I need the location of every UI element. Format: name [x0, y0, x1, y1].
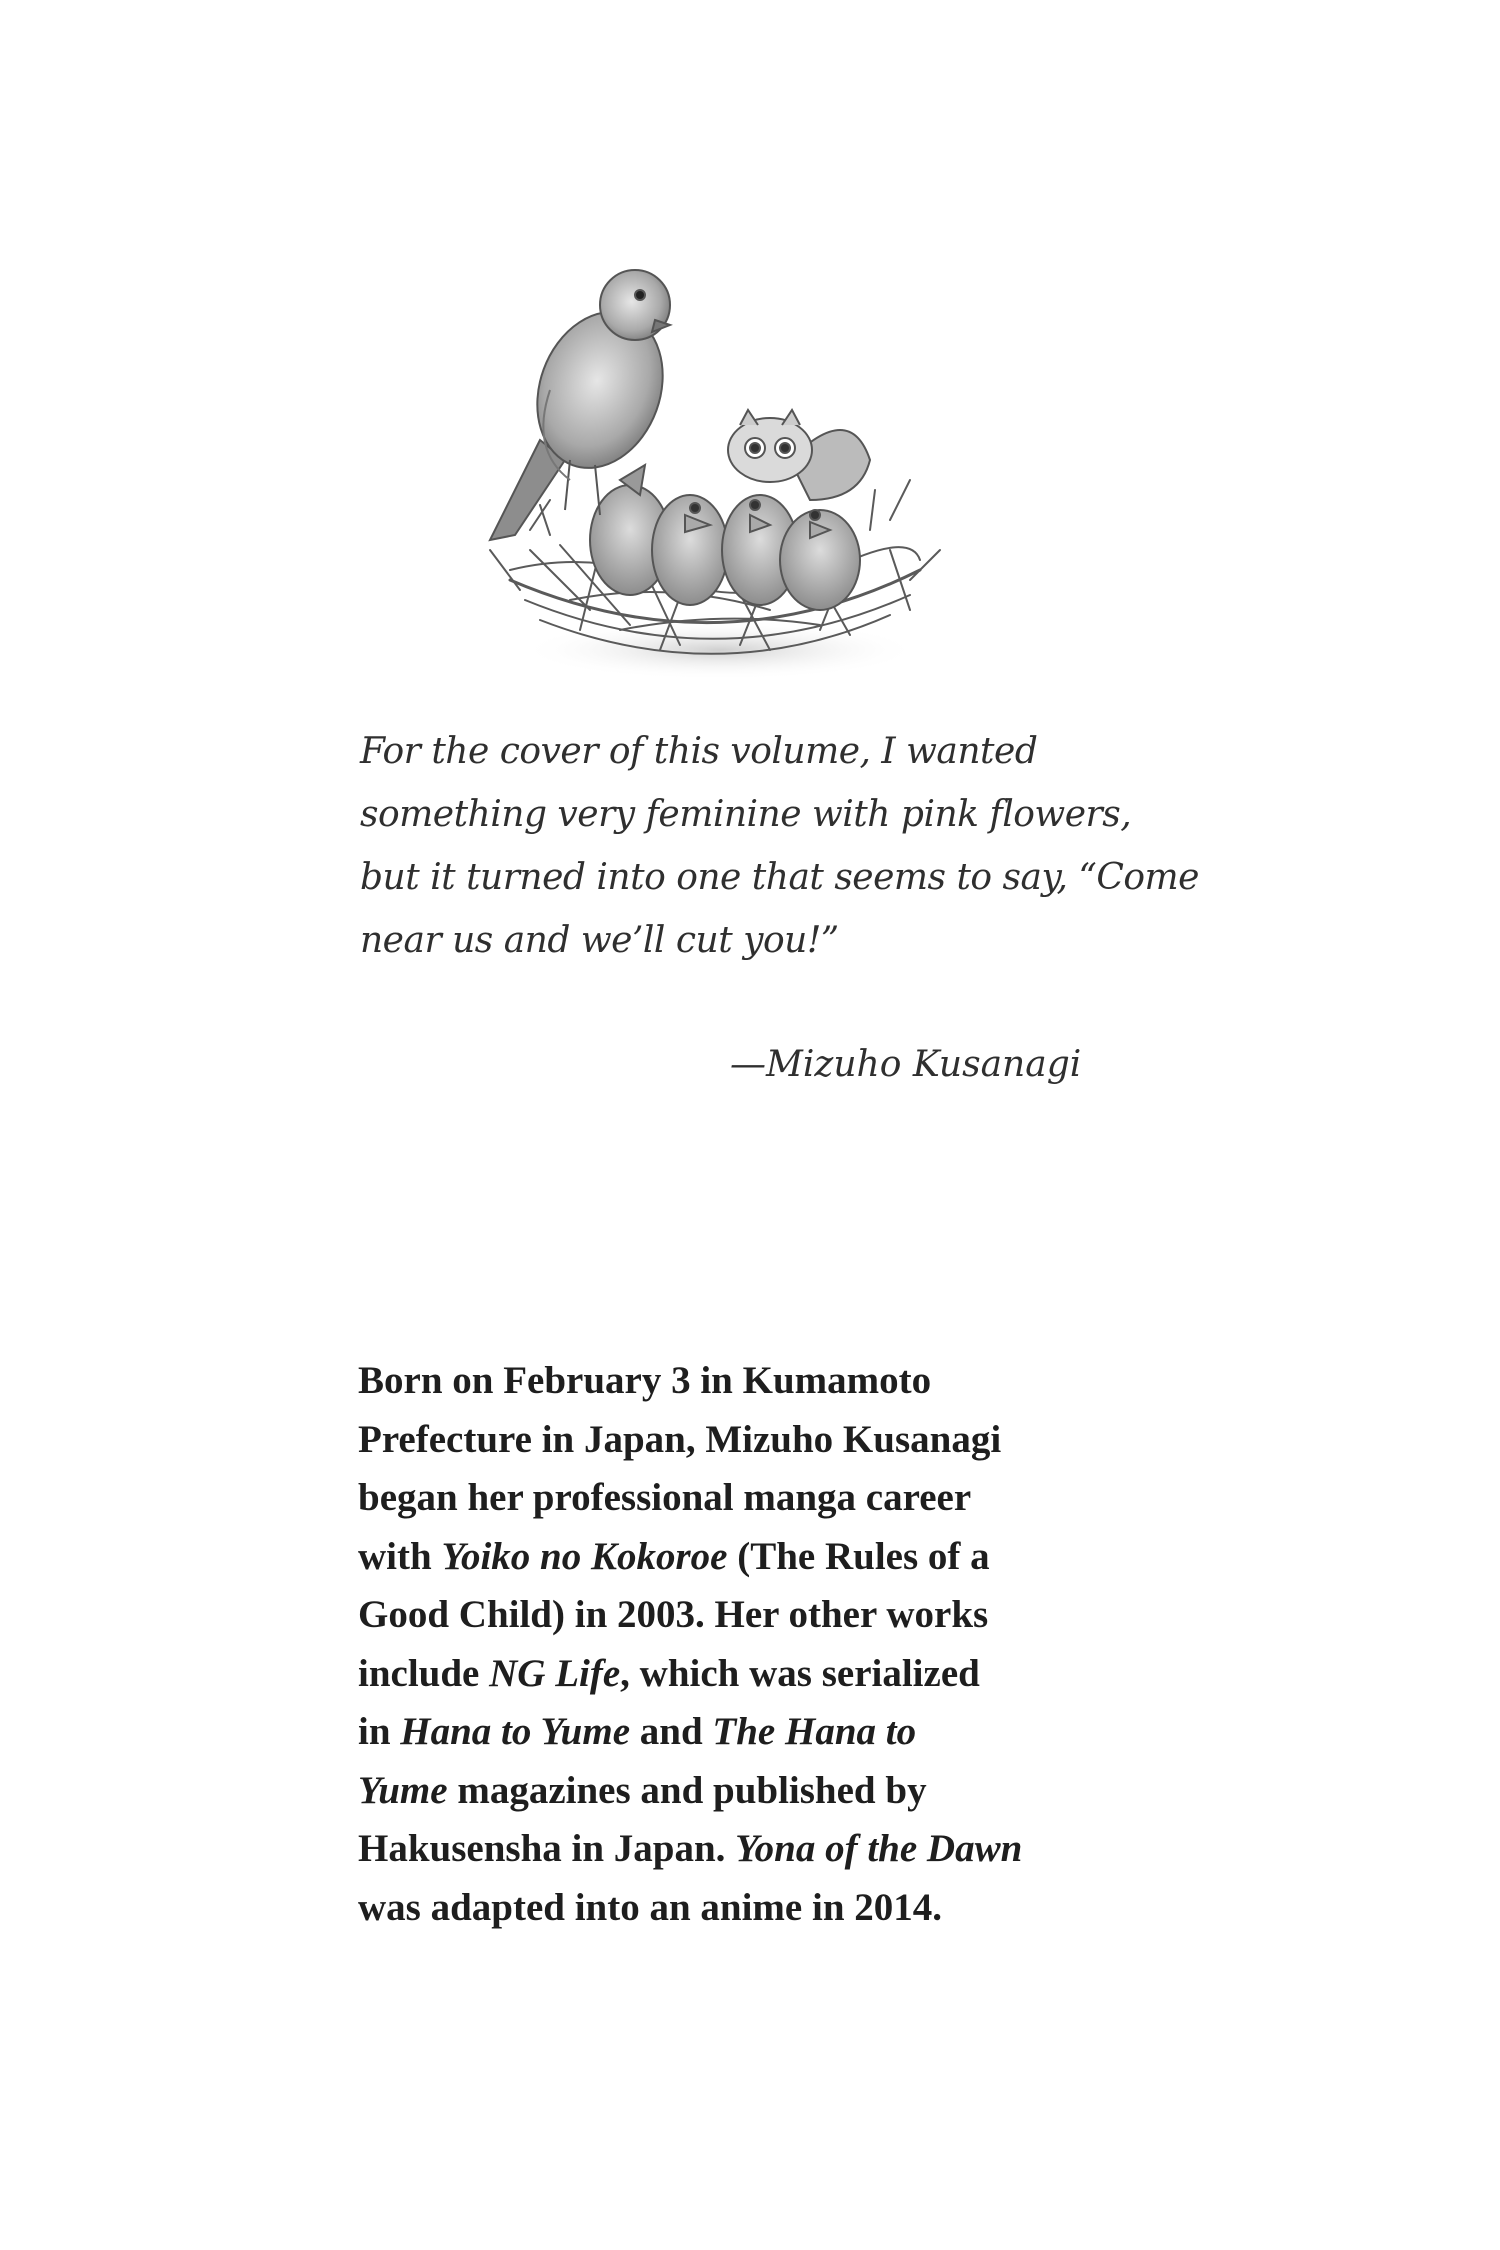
small-creature: [728, 410, 870, 500]
bio-text: (The Rules of a: [727, 1534, 990, 1578]
author-biography: [358, 1352, 1258, 1937]
quote-line: near us and we’ll cut you!”: [360, 920, 839, 961]
quote-line: For the cover of this volume, I wanted: [360, 731, 1038, 772]
magazine-title: Hana to Yume: [400, 1710, 631, 1753]
work-title: Yoiko no Kokoroe: [441, 1534, 728, 1578]
magazine-title: The Hana to: [712, 1710, 917, 1753]
bio-line: was adapted into an anime in 2014.: [358, 1885, 943, 1929]
bio-line: [358, 1528, 1258, 1587]
bio-text: , which was serialized: [620, 1651, 980, 1695]
bio-line: Good Child) in 2003. Her other works: [358, 1593, 989, 1636]
bird-nest-illustration: [470, 250, 950, 690]
work-title: NG Life: [489, 1651, 621, 1695]
bio-line: began her professional manga career: [358, 1476, 972, 1519]
quote-line: but it turned into one that seems to say, “Come: [360, 857, 1199, 898]
bio-text: Hakusensha in Japan.: [358, 1827, 736, 1870]
bio-line: [358, 1703, 1258, 1762]
bio-text: with: [358, 1534, 442, 1578]
bio-line: Born on February 3 in Kumamoto: [358, 1359, 932, 1402]
work-title: Yona of the Dawn: [735, 1827, 1023, 1870]
bio-line: Prefecture in Japan, Mizuho Kusanagi: [358, 1417, 1002, 1461]
quote-attribution: —Mizuho Kusanagi: [730, 1044, 1082, 1085]
bio-text: magazines and published by: [447, 1768, 927, 1812]
magazine-title: Yume: [358, 1768, 448, 1812]
author-quote: [360, 720, 1199, 972]
bio-line: [358, 1762, 1258, 1821]
quote-line: something very feminine with pink flowers,: [360, 794, 1132, 835]
bio-line: [358, 1645, 1258, 1704]
bio-text: include: [358, 1651, 490, 1695]
bio-line: [358, 1820, 1258, 1879]
bio-text: in: [358, 1710, 401, 1753]
bio-text: and: [630, 1710, 713, 1753]
